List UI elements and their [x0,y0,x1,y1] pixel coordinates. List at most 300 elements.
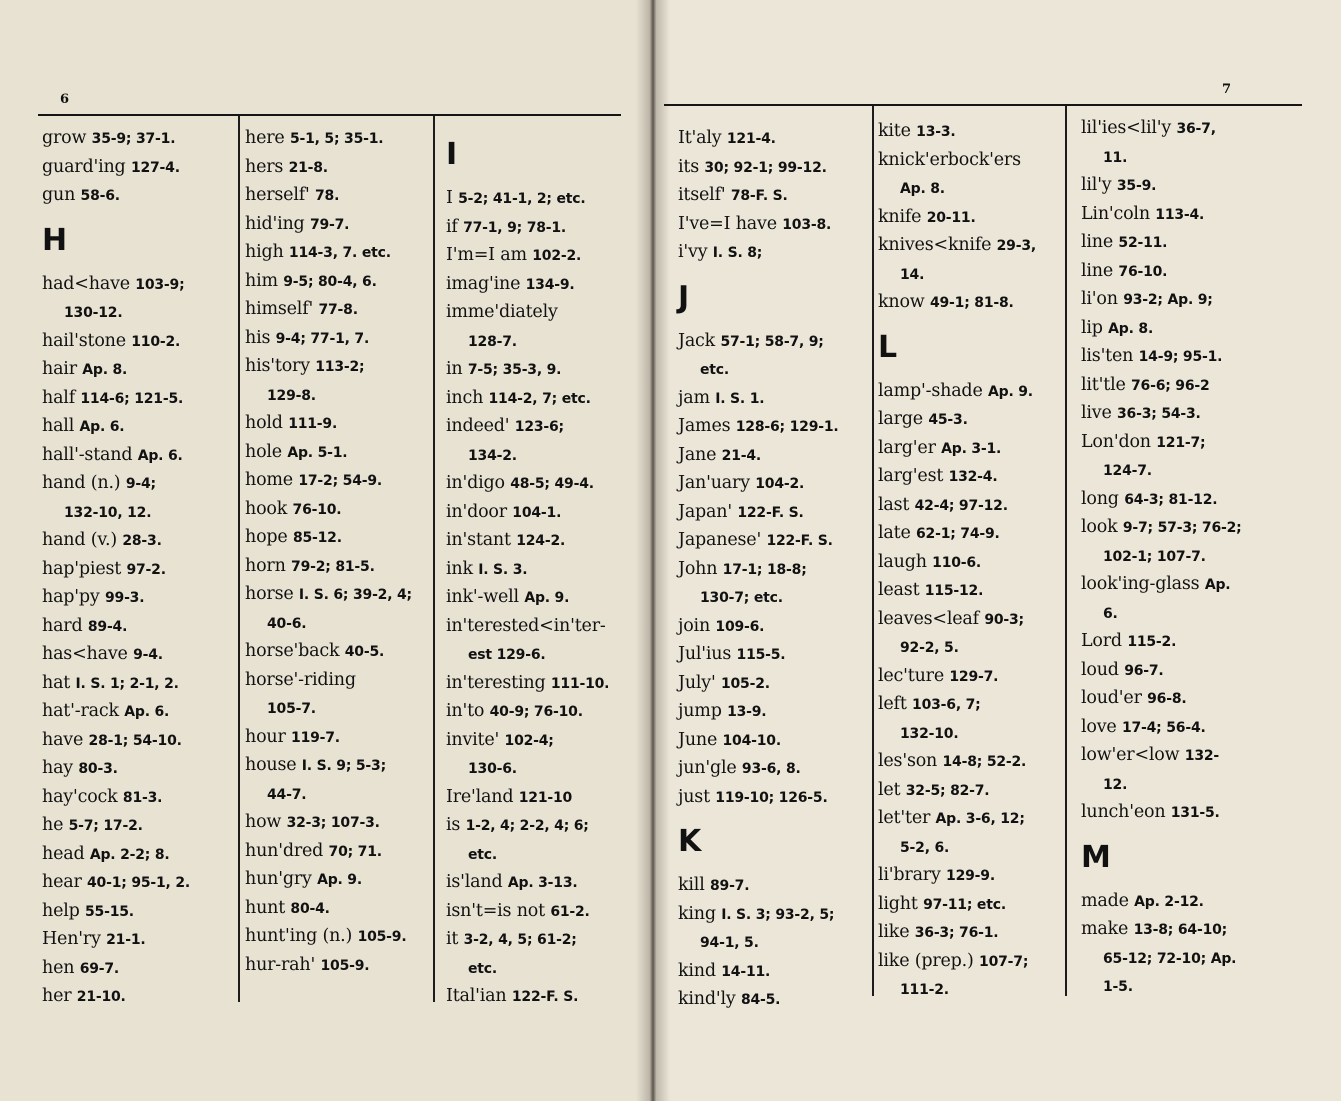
headword: king [678,903,716,924]
page-reference: Ap. 2-2; 8. [89,846,170,863]
page-reference: 99-3. [104,590,145,606]
headword: larg'est [878,466,944,486]
entry-continuation [42,499,232,528]
page-reference: 84-5. [740,992,781,1008]
page-reference: 114-2, 7; etc. [488,390,591,407]
index-entry [245,809,430,838]
headword: hat'-rack [42,701,119,721]
headword: li'on [1081,289,1118,309]
headword: hur-rah' [245,954,316,975]
page-reference: 49-1; 81-8. [929,295,1014,311]
section-letter: M [1081,839,1111,875]
page-reference: 132-10. [900,725,959,742]
page-reference: 78-F. S. [730,188,788,204]
headword: li'brary [878,865,941,885]
page-reference: 21-8. [288,159,328,176]
headword: Japanese' [678,530,762,550]
index-entry [42,698,232,727]
page-number-right: 7 [1222,82,1232,97]
headword: inch [446,387,484,408]
page-reference: 13-8; 64-10; [1133,922,1228,938]
page-reference: 127-4. [130,159,180,176]
index-entry [1081,315,1286,344]
section-letter: I [446,137,458,172]
headword: horse [245,584,294,604]
entry-continuation [878,634,1063,663]
page-reference: 45-3. [928,412,968,428]
headword: i'vy [678,242,708,262]
page-reference: Ap. 8. [82,362,128,378]
section-letter: J [678,279,690,315]
index-entry [678,413,868,442]
index-entry [678,527,868,556]
index-column [446,125,631,1012]
headword: have [42,729,84,750]
index-entry [42,356,232,385]
entry-continuation [1081,144,1286,173]
headword: light [878,893,918,914]
headword: lec'ture [878,665,944,686]
index-entry [42,670,232,699]
headword: horse'back [245,641,340,661]
page-reference: 96-8. [1147,691,1187,707]
book-gutter [636,0,670,1101]
page-reference: 96-7. [1124,662,1164,679]
index-entry [878,891,1063,920]
right-page [654,0,1341,1101]
headword: in'digo [446,473,505,493]
index-entry [446,556,631,585]
headword: made [1081,890,1129,911]
index-entry [446,242,631,271]
page-reference: 9-4. [133,647,163,663]
page-reference: 5-1, 5; 35-1. [289,131,384,147]
page-reference: 78. [315,188,340,204]
headword: James [678,416,731,436]
entry-continuation [1081,543,1286,572]
index-entry [446,670,631,699]
index-entry [878,577,1063,606]
page-reference: 128-6; 129-1. [735,419,839,435]
page-reference: Ap. 9. [524,590,570,606]
index-entry [42,784,232,813]
index-entry [42,898,232,927]
index-entry [42,584,232,613]
headword: hall'-stand [42,444,133,465]
headword: kill [678,875,705,895]
index-entry [1081,343,1286,372]
index-entry [878,606,1063,635]
index-entry [1081,514,1286,543]
headword: larg'er [878,437,936,458]
headword: hand (n.) [42,473,121,493]
index-entry [42,413,232,442]
index-entry [678,182,868,211]
page-reference: 40-5. [344,644,385,660]
index-entry [878,118,1063,147]
page-reference: 1-2, 4; 2-2, 4; 6; [465,818,589,834]
headword: is'land [446,872,503,892]
page-reference: 35-9. [1116,178,1157,194]
headword: imag'ine [446,273,521,294]
page-reference: 110-2. [131,333,181,350]
column-divider [872,106,874,996]
headword: grow [42,128,87,148]
entry-continuation [878,720,1063,749]
page-reference: 104-1. [512,504,562,521]
index-entry [878,378,1063,407]
headword: indeed' [446,416,510,436]
index-entry [1081,400,1286,429]
headword: invite' [446,729,500,750]
headword: if [446,216,458,237]
page-reference: Ap. 3-1. [941,440,1002,457]
entry-continuation [446,328,631,357]
page-reference: 103-9; [135,276,185,293]
headword: let'ter [878,808,931,828]
page-reference: 32-5; 82-7. [905,782,990,799]
page-reference: I. S. 1. [715,390,765,407]
page-reference: 11. [1103,149,1128,166]
entry-continuation [446,442,631,471]
page-reference: 3-2, 4, 5; 61-2; [463,932,577,948]
headword: guard'ing [42,156,126,177]
index-entry [1081,685,1286,714]
page-reference: 32-3; 107-3. [286,815,380,831]
page-reference: 104-2. [755,476,805,492]
headword: him [245,270,278,291]
page-reference: 102-1; 107-7. [1103,548,1206,565]
index-entry [446,698,631,727]
headword: hail'stone [42,330,126,351]
index-entry [878,435,1063,464]
page-reference: Ap. [1204,577,1231,593]
index-entry [878,948,1063,977]
page-reference: 89-4. [87,618,128,635]
page-reference: 121-7; [1156,434,1206,451]
index-entry [1081,714,1286,743]
index-entry [446,356,631,385]
headword: hook [245,498,288,519]
page-reference: 89-7. [709,878,750,894]
page-reference: 62-1; 74-9. [916,526,1000,542]
index-entry [878,805,1063,834]
headword: hold [245,413,283,433]
headword: let [878,779,901,800]
headword: hid'ing [245,213,305,234]
page-reference: 119-10; 126-5. [715,789,828,806]
index-entry [1081,657,1286,686]
page-reference: I. S. 3. [478,561,528,578]
index-entry [446,584,631,613]
page-reference: 5-2; 41-1, 2; etc. [458,191,586,207]
page-number-left: 6 [60,92,70,107]
index-entry [678,556,868,585]
headword: hap'py [42,587,100,607]
page-reference: 40-6. [267,615,307,632]
page-reference: 105-7. [267,701,316,717]
page-reference: 21-10. [76,989,126,1005]
index-entry [1081,571,1286,600]
headword: July' [678,672,716,693]
index-entry [678,784,868,813]
page-reference: 119-7. [291,729,340,746]
index-entry [42,869,232,898]
index-entry [245,410,430,439]
index-entry [878,492,1063,521]
headword: is [446,815,461,835]
headword: Lin'coln [1081,203,1150,224]
page-reference: 80-3. [78,761,118,777]
index-entry [446,413,631,442]
headword: Jan'uary [678,473,750,493]
headword: in'to [446,701,485,721]
headword: just [678,786,710,807]
index-entry [245,667,430,696]
page-reference: 122-F. S. [511,989,579,1005]
index-entry [678,470,868,499]
headword: knife [878,206,922,227]
index-entry [42,926,232,955]
headword: his'tory [245,356,310,376]
headword: hers [245,156,284,177]
page-reference: 58-6. [80,188,120,204]
page-reference: 122-F. S. [766,533,833,549]
entry-continuation [878,834,1063,863]
index-entry [42,727,232,756]
headword: head [42,843,85,864]
headword: itself' [678,185,726,205]
index-entry [42,955,232,984]
page-reference: 113-4. [1155,206,1205,223]
index-entry [678,211,868,240]
index-entry [42,983,232,1012]
headword: Jack [678,330,716,351]
entry-continuation [678,356,868,385]
index-entry [245,895,430,924]
page-reference: 28-3. [122,533,162,549]
headword: lil'y [1081,175,1112,195]
page-reference: 6. [1103,605,1118,622]
headword: high [245,242,284,262]
headword: I've=I have [678,213,777,234]
page-reference: 80-4. [290,900,330,917]
index-entry [878,919,1063,948]
page-reference: 111-9. [288,416,338,432]
page-reference: 17-4; 56-4. [1121,719,1206,736]
headword: hard [42,615,83,636]
headword: hunt'ing (n.) [245,926,353,946]
index-entry [42,182,232,211]
page-reference: Ap. 9. [987,383,1033,400]
index-entry [678,872,868,901]
headword: Jane [678,444,717,465]
index-entry [446,470,631,499]
page-reference: 9-7; 57-3; 76-2; [1122,520,1242,536]
page-reference: 44-7. [267,786,307,803]
index-entry [446,613,631,642]
headword: look'ing-glass [1081,574,1200,594]
page-reference: 122-F. S. [737,504,804,521]
page-reference: 5-7; 17-2. [68,818,143,834]
page-reference: 17-2; 54-9. [298,473,383,489]
column-divider [433,116,435,1002]
index-entry [1081,286,1286,315]
headword: laugh [878,551,927,572]
page-reference: 9-4; 77-1, 7. [275,330,370,347]
page-reference: Ap. 9. [317,872,362,888]
headword: I [446,188,453,208]
headword: had<have [42,273,130,294]
page-reference: I. S. 3; 93-2, 5; [721,906,835,923]
headword: help [42,900,80,921]
index-entry [678,698,868,727]
page-reference: 115-5. [736,647,786,663]
index-entry [245,581,430,610]
entry-continuation [245,610,430,639]
index-entry [42,385,232,414]
headword: in [446,359,463,379]
headword: hear [42,872,82,892]
page-reference: 102-2. [532,248,582,264]
page-reference: 103-8. [782,216,832,233]
page-reference: 105-2. [720,675,770,692]
page-reference: 79-7. [309,216,350,233]
column-divider [238,116,240,1002]
index-entry [42,613,232,642]
headword: loud'er [1081,688,1142,708]
index-entry [878,204,1063,233]
page-reference: 77-1, 9; 78-1. [463,219,567,236]
headword: lis'ten [1081,346,1134,366]
headword: knives<knife [878,235,992,255]
page-reference: 55-15. [85,903,134,920]
entry-continuation [678,929,868,958]
page-reference: 115-12. [924,583,984,599]
page-reference: 130-6. [468,761,517,777]
page-reference: Ap. 5-1. [287,444,348,461]
page-reference: 61-2. [550,903,590,920]
headword: kind [678,960,716,981]
index-entry [446,784,631,813]
headword: ink [446,558,473,579]
page-reference: 21-1. [106,932,146,948]
headword: hole [245,441,282,462]
headword: loud [1081,659,1119,680]
page-reference: 110-6. [932,554,982,571]
page-reference: 57-1; 58-7, 9; [720,333,824,350]
index-entry [878,520,1063,549]
index-entry [245,353,430,382]
index-entry [446,898,631,927]
page-reference: Ap. 3-6, 12; [935,811,1025,827]
index-entry [678,442,868,471]
headword: ink'-well [446,587,519,607]
index-entry [878,663,1063,692]
index-entry [446,214,631,243]
index-entry [1081,258,1286,287]
headword: jump [678,701,722,721]
index-entry [1081,628,1286,657]
index-entry [678,670,868,699]
page-reference: Ap. 3-13. [507,875,578,891]
index-entry [878,777,1063,806]
headword: join [678,615,711,636]
headword: kind'ly [678,989,736,1009]
page-reference: 77-8. [318,302,358,318]
headword: love [1081,716,1117,737]
page-reference: 111-2. [900,982,949,998]
entry-continuation [1081,771,1286,800]
index-entry [678,641,868,670]
index-entry [245,752,430,781]
entry-continuation [1081,457,1286,486]
headword: Hen'ry [42,929,101,949]
page-reference: 36-3; 54-3. [1117,406,1201,422]
headword: like [878,922,910,942]
headword: hen [42,957,75,978]
index-entry [1081,916,1286,945]
headword: line [1081,260,1114,281]
headword: her [42,986,72,1006]
page-reference: 102-4; [504,732,554,749]
page-reference: 69-7. [79,960,120,977]
headword: hand (v.) [42,530,117,550]
page-reference: 107-7; [979,953,1029,970]
headword: Ital'ian [446,986,507,1006]
page-reference: 12. [1103,776,1128,793]
page-reference: 134-9. [525,276,575,293]
page-reference: 9-5; 80-4, 6. [283,273,377,290]
page-reference: 76-10. [292,501,342,518]
page-reference: I. S. 8; [712,245,763,261]
index-entry [245,154,430,183]
index-entry [678,958,868,987]
page-reference: 121-10 [518,789,573,806]
index-entry [245,524,430,553]
page-reference: 7-5; 35-3, 9. [467,362,562,378]
headword: last [878,494,910,515]
page-reference: etc. [468,960,498,977]
index-entry [42,470,232,499]
index-entry [878,691,1063,720]
index-entry [446,299,631,328]
index-entry [245,724,430,753]
page-reference: 76-10. [1118,263,1168,280]
headword: It'aly [678,128,722,148]
page-reference: Ap. 2-12. [1134,893,1204,910]
index-entry [878,147,1063,176]
entry-continuation [245,382,430,411]
page-reference: 13-3. [916,124,956,140]
page-reference: 93-6, 8. [741,761,801,777]
headword: hour [245,726,286,747]
page-reference: 114-3, 7. etc. [288,245,391,261]
page-reference: 132- [1184,748,1220,764]
index-entry [446,983,631,1012]
headword: how [245,812,282,832]
headword: it [446,929,459,949]
index-entry [245,325,430,354]
headword: its [678,156,700,177]
index-entry [878,232,1063,261]
index-entry [245,296,430,325]
page-reference: etc. [700,362,730,378]
entry-continuation [1081,600,1286,629]
index-entry [678,385,868,414]
headword: John [678,558,718,579]
entry-continuation [446,755,631,784]
